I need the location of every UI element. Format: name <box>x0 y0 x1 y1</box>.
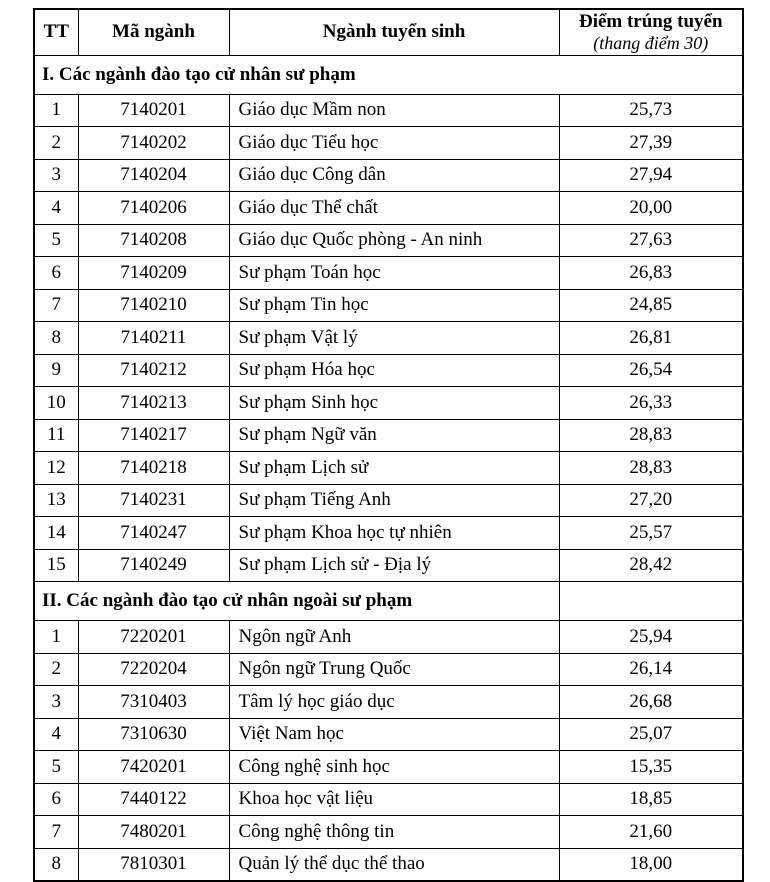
cell-tt: 6 <box>34 783 78 816</box>
cell-score: 25,94 <box>559 621 743 654</box>
cell-code: 7310630 <box>78 718 229 751</box>
cell-tt: 15 <box>34 549 78 582</box>
section-title: I. Các ngành đào tạo cử nhân sư phạm <box>34 55 743 94</box>
table-row <box>34 322 743 355</box>
cell-name: Công nghệ sinh học <box>229 751 559 784</box>
table-row <box>34 452 743 485</box>
cell-code: 7140247 <box>78 517 229 550</box>
section-header-row <box>34 55 743 94</box>
table-row <box>34 354 743 387</box>
cell-score: 27,39 <box>559 127 743 160</box>
cell-score: 25,73 <box>559 94 743 127</box>
cell-score: 18,85 <box>559 783 743 816</box>
cell-tt: 14 <box>34 517 78 550</box>
cell-code: 7140217 <box>78 419 229 452</box>
cell-tt: 1 <box>34 94 78 127</box>
cell-name: Sư phạm Tiếng Anh <box>229 484 559 517</box>
cell-score: 26,68 <box>559 686 743 719</box>
table-row <box>34 549 743 582</box>
cell-name: Sư phạm Tin học <box>229 289 559 322</box>
table-row <box>34 718 743 751</box>
cell-code: 7140209 <box>78 257 229 290</box>
cell-name: Sư phạm Lịch sử - Địa lý <box>229 549 559 582</box>
cell-name: Ngôn ngữ Anh <box>229 621 559 654</box>
cell-tt: 8 <box>34 848 78 881</box>
cell-score: 28,42 <box>559 549 743 582</box>
cell-name: Giáo dục Tiểu học <box>229 127 559 160</box>
table-row <box>34 816 743 849</box>
cell-code: 7140204 <box>78 159 229 192</box>
header-row <box>34 9 743 55</box>
cell-tt: 2 <box>34 653 78 686</box>
table-row <box>34 224 743 257</box>
column-header-name: Ngành tuyển sinh <box>229 9 559 55</box>
cell-name: Công nghệ thông tin <box>229 816 559 849</box>
cell-score: 27,94 <box>559 159 743 192</box>
cell-tt: 1 <box>34 621 78 654</box>
cell-code: 7140212 <box>78 354 229 387</box>
cell-score: 21,60 <box>559 816 743 849</box>
cell-code: 7440122 <box>78 783 229 816</box>
table-row <box>34 783 743 816</box>
cell-code: 7140218 <box>78 452 229 485</box>
cell-name: Sư phạm Khoa học tự nhiên <box>229 517 559 550</box>
cell-tt: 6 <box>34 257 78 290</box>
cell-code: 7140231 <box>78 484 229 517</box>
cell-code: 7140206 <box>78 192 229 225</box>
table-row <box>34 387 743 420</box>
cell-code: 7140202 <box>78 127 229 160</box>
section-header-row <box>34 582 743 621</box>
cell-tt: 9 <box>34 354 78 387</box>
cell-name: Việt Nam học <box>229 718 559 751</box>
cell-code: 7140210 <box>78 289 229 322</box>
cell-tt: 5 <box>34 751 78 784</box>
cell-code: 7140249 <box>78 549 229 582</box>
cell-name: Quản lý thể dục thể thao <box>229 848 559 881</box>
cell-code: 7220201 <box>78 621 229 654</box>
cell-tt: 7 <box>34 289 78 322</box>
cell-name: Sư phạm Toán học <box>229 257 559 290</box>
cell-name: Giáo dục Công dân <box>229 159 559 192</box>
cell-score: 27,20 <box>559 484 743 517</box>
section-score-empty-cell <box>559 582 743 621</box>
cell-name: Tâm lý học giáo dục <box>229 686 559 719</box>
cell-score: 20,00 <box>559 192 743 225</box>
cell-tt: 3 <box>34 686 78 719</box>
cell-score: 28,83 <box>559 452 743 485</box>
cell-code: 7220204 <box>78 653 229 686</box>
cell-name: Sư phạm Vật lý <box>229 322 559 355</box>
cell-tt: 5 <box>34 224 78 257</box>
cell-score: 25,07 <box>559 718 743 751</box>
table-row <box>34 94 743 127</box>
cell-code: 7810301 <box>78 848 229 881</box>
cell-score: 28,83 <box>559 419 743 452</box>
cell-name: Ngôn ngữ Trung Quốc <box>229 653 559 686</box>
cell-tt: 8 <box>34 322 78 355</box>
cell-name: Sư phạm Hóa học <box>229 354 559 387</box>
cell-tt: 11 <box>34 419 78 452</box>
table-row <box>34 751 743 784</box>
table-row <box>34 419 743 452</box>
cell-score: 26,33 <box>559 387 743 420</box>
cell-name: Giáo dục Thể chất <box>229 192 559 225</box>
cell-score: 27,63 <box>559 224 743 257</box>
admission-scores-table <box>33 8 744 882</box>
cell-tt: 10 <box>34 387 78 420</box>
column-header-code: Mã ngành <box>78 9 229 55</box>
cell-tt: 2 <box>34 127 78 160</box>
table-row <box>34 517 743 550</box>
cell-tt: 7 <box>34 816 78 849</box>
cell-tt: 4 <box>34 718 78 751</box>
cell-name: Giáo dục Mầm non <box>229 94 559 127</box>
column-header-tt: TT <box>34 9 78 55</box>
cell-score: 15,35 <box>559 751 743 784</box>
table-row <box>34 621 743 654</box>
table-row <box>34 848 743 881</box>
table-row <box>34 159 743 192</box>
table-row <box>34 289 743 322</box>
column-header-score-label: Điểm trúng tuyển <box>578 11 723 33</box>
cell-score: 24,85 <box>559 289 743 322</box>
table-row <box>34 686 743 719</box>
cell-code: 7140208 <box>78 224 229 257</box>
cell-code: 7140201 <box>78 94 229 127</box>
cell-name: Sư phạm Lịch sử <box>229 452 559 485</box>
table-row <box>34 653 743 686</box>
cell-code: 7140213 <box>78 387 229 420</box>
cell-tt: 13 <box>34 484 78 517</box>
table-row <box>34 257 743 290</box>
cell-tt: 12 <box>34 452 78 485</box>
cell-score: 26,81 <box>559 322 743 355</box>
cell-name: Sư phạm Ngữ văn <box>229 419 559 452</box>
cell-score: 25,57 <box>559 517 743 550</box>
cell-name: Sư phạm Sinh học <box>229 387 559 420</box>
cell-code: 7310403 <box>78 686 229 719</box>
cell-name: Giáo dục Quốc phòng - An ninh <box>229 224 559 257</box>
cell-name: Khoa học vật liệu <box>229 783 559 816</box>
table-row <box>34 484 743 517</box>
cell-code: 7480201 <box>78 816 229 849</box>
cell-score: 26,54 <box>559 354 743 387</box>
cell-score: 26,83 <box>559 257 743 290</box>
column-header-score <box>559 9 743 55</box>
table-row <box>34 127 743 160</box>
cell-score: 26,14 <box>559 653 743 686</box>
cell-tt: 4 <box>34 192 78 225</box>
cell-code: 7420201 <box>78 751 229 784</box>
table-row <box>34 192 743 225</box>
cell-code: 7140211 <box>78 322 229 355</box>
cell-score: 18,00 <box>559 848 743 881</box>
column-header-score-sublabel: (thang điểm 30) <box>593 33 709 54</box>
section-title: II. Các ngành đào tạo cử nhân ngoài sư phạm <box>34 582 559 621</box>
cell-tt: 3 <box>34 159 78 192</box>
